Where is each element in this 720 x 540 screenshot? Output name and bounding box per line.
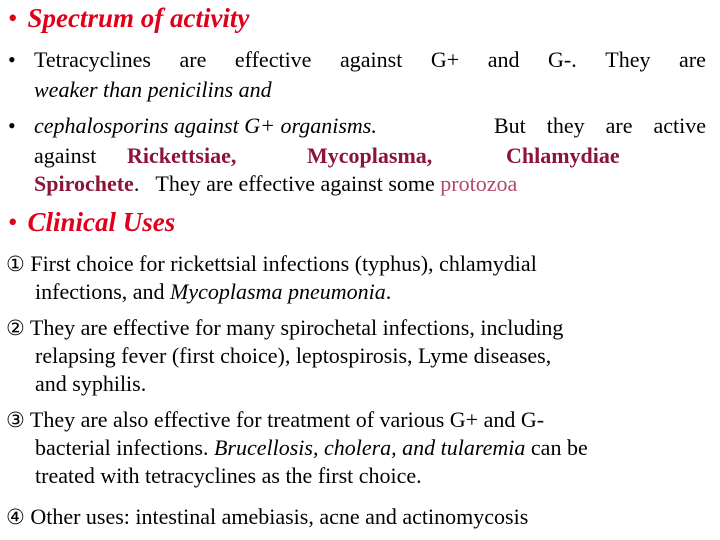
heading-clinical-text: Clinical Uses (27, 207, 176, 237)
organism-chlamydiae: Chlamydiae (506, 143, 620, 168)
use-item-1 (6, 250, 537, 278)
organism-rickettsiae: Rickettsiae, (127, 143, 237, 168)
use3-line3: treated with tetracyclines as the first choice. (35, 463, 422, 488)
use1-period: . (385, 279, 392, 304)
p2-line3 (34, 170, 517, 198)
use1-line1: First choice for rickettsial infections (typhus), chlamydial (24, 251, 537, 276)
word: against (340, 47, 403, 72)
circled-one-icon: ① (6, 252, 25, 276)
p2-line1-rest (494, 112, 706, 140)
heading-spectrum-text: Spectrum of activity (27, 3, 250, 33)
heading-spectrum (8, 3, 249, 34)
word: Tetracyclines (34, 47, 151, 72)
circled-three-icon: ③ (6, 408, 25, 432)
use2-line2: relapsing fever (first choice), leptospirosis, Lyme diseases, (35, 343, 552, 368)
word: are (679, 47, 706, 72)
p2-line1 (34, 112, 706, 140)
bullet-icon: • (8, 113, 16, 138)
p1-line2: weaker than penicilins and (34, 77, 272, 102)
use2-line3: and syphilis. (35, 371, 147, 396)
use3-line2-text: bacterial infections. (35, 435, 214, 460)
use1-mycoplasma: Mycoplasma pneumonia (170, 279, 386, 304)
circled-four-icon: ④ (6, 505, 25, 529)
use-item-2 (6, 314, 563, 342)
word: But (494, 113, 526, 138)
p1-line1 (34, 46, 706, 74)
word: effective (234, 47, 312, 72)
organism-mycoplasma: Mycoplasma, (307, 143, 433, 168)
use3-line1: They are also effective for treatment of various G+ and G- (24, 407, 545, 432)
protozoa-text: protozoa (440, 171, 518, 196)
use3-line2-end: can be (525, 435, 588, 460)
bullet-icon: • (8, 47, 16, 72)
word: active (653, 113, 706, 138)
word: they (546, 113, 585, 138)
heading-clinical-uses (8, 207, 175, 238)
bullet-icon: • (8, 3, 18, 33)
against-label: against (34, 143, 97, 168)
word: They (605, 47, 651, 72)
use3-diseases: Brucellosis, cholera, and tularemia (213, 435, 526, 460)
use1-line2-text: infections, and (35, 279, 171, 304)
word: G+ (430, 47, 460, 72)
use4-line1: Other uses: intestinal amebiasis, acne and actinomycosis (24, 504, 529, 529)
word: and (487, 47, 520, 72)
use-item-4 (6, 503, 528, 531)
circled-two-icon: ② (6, 316, 25, 340)
p2-line3-text: . They are effective against some (133, 171, 441, 196)
use-item-1-line2 (35, 278, 391, 306)
p2-italic-text: cephalosporins against G+ organisms. (34, 113, 377, 138)
word: are (605, 113, 633, 138)
use2-line1: They are effective for many spirochetal infections, including (24, 315, 564, 340)
bullet-icon: • (8, 207, 18, 237)
organism-spirochete: Spirochete (34, 171, 134, 196)
word: are (179, 47, 207, 72)
use-item-3 (6, 406, 544, 434)
use-item-3-line2 (35, 434, 588, 462)
word: G-. (548, 47, 577, 72)
